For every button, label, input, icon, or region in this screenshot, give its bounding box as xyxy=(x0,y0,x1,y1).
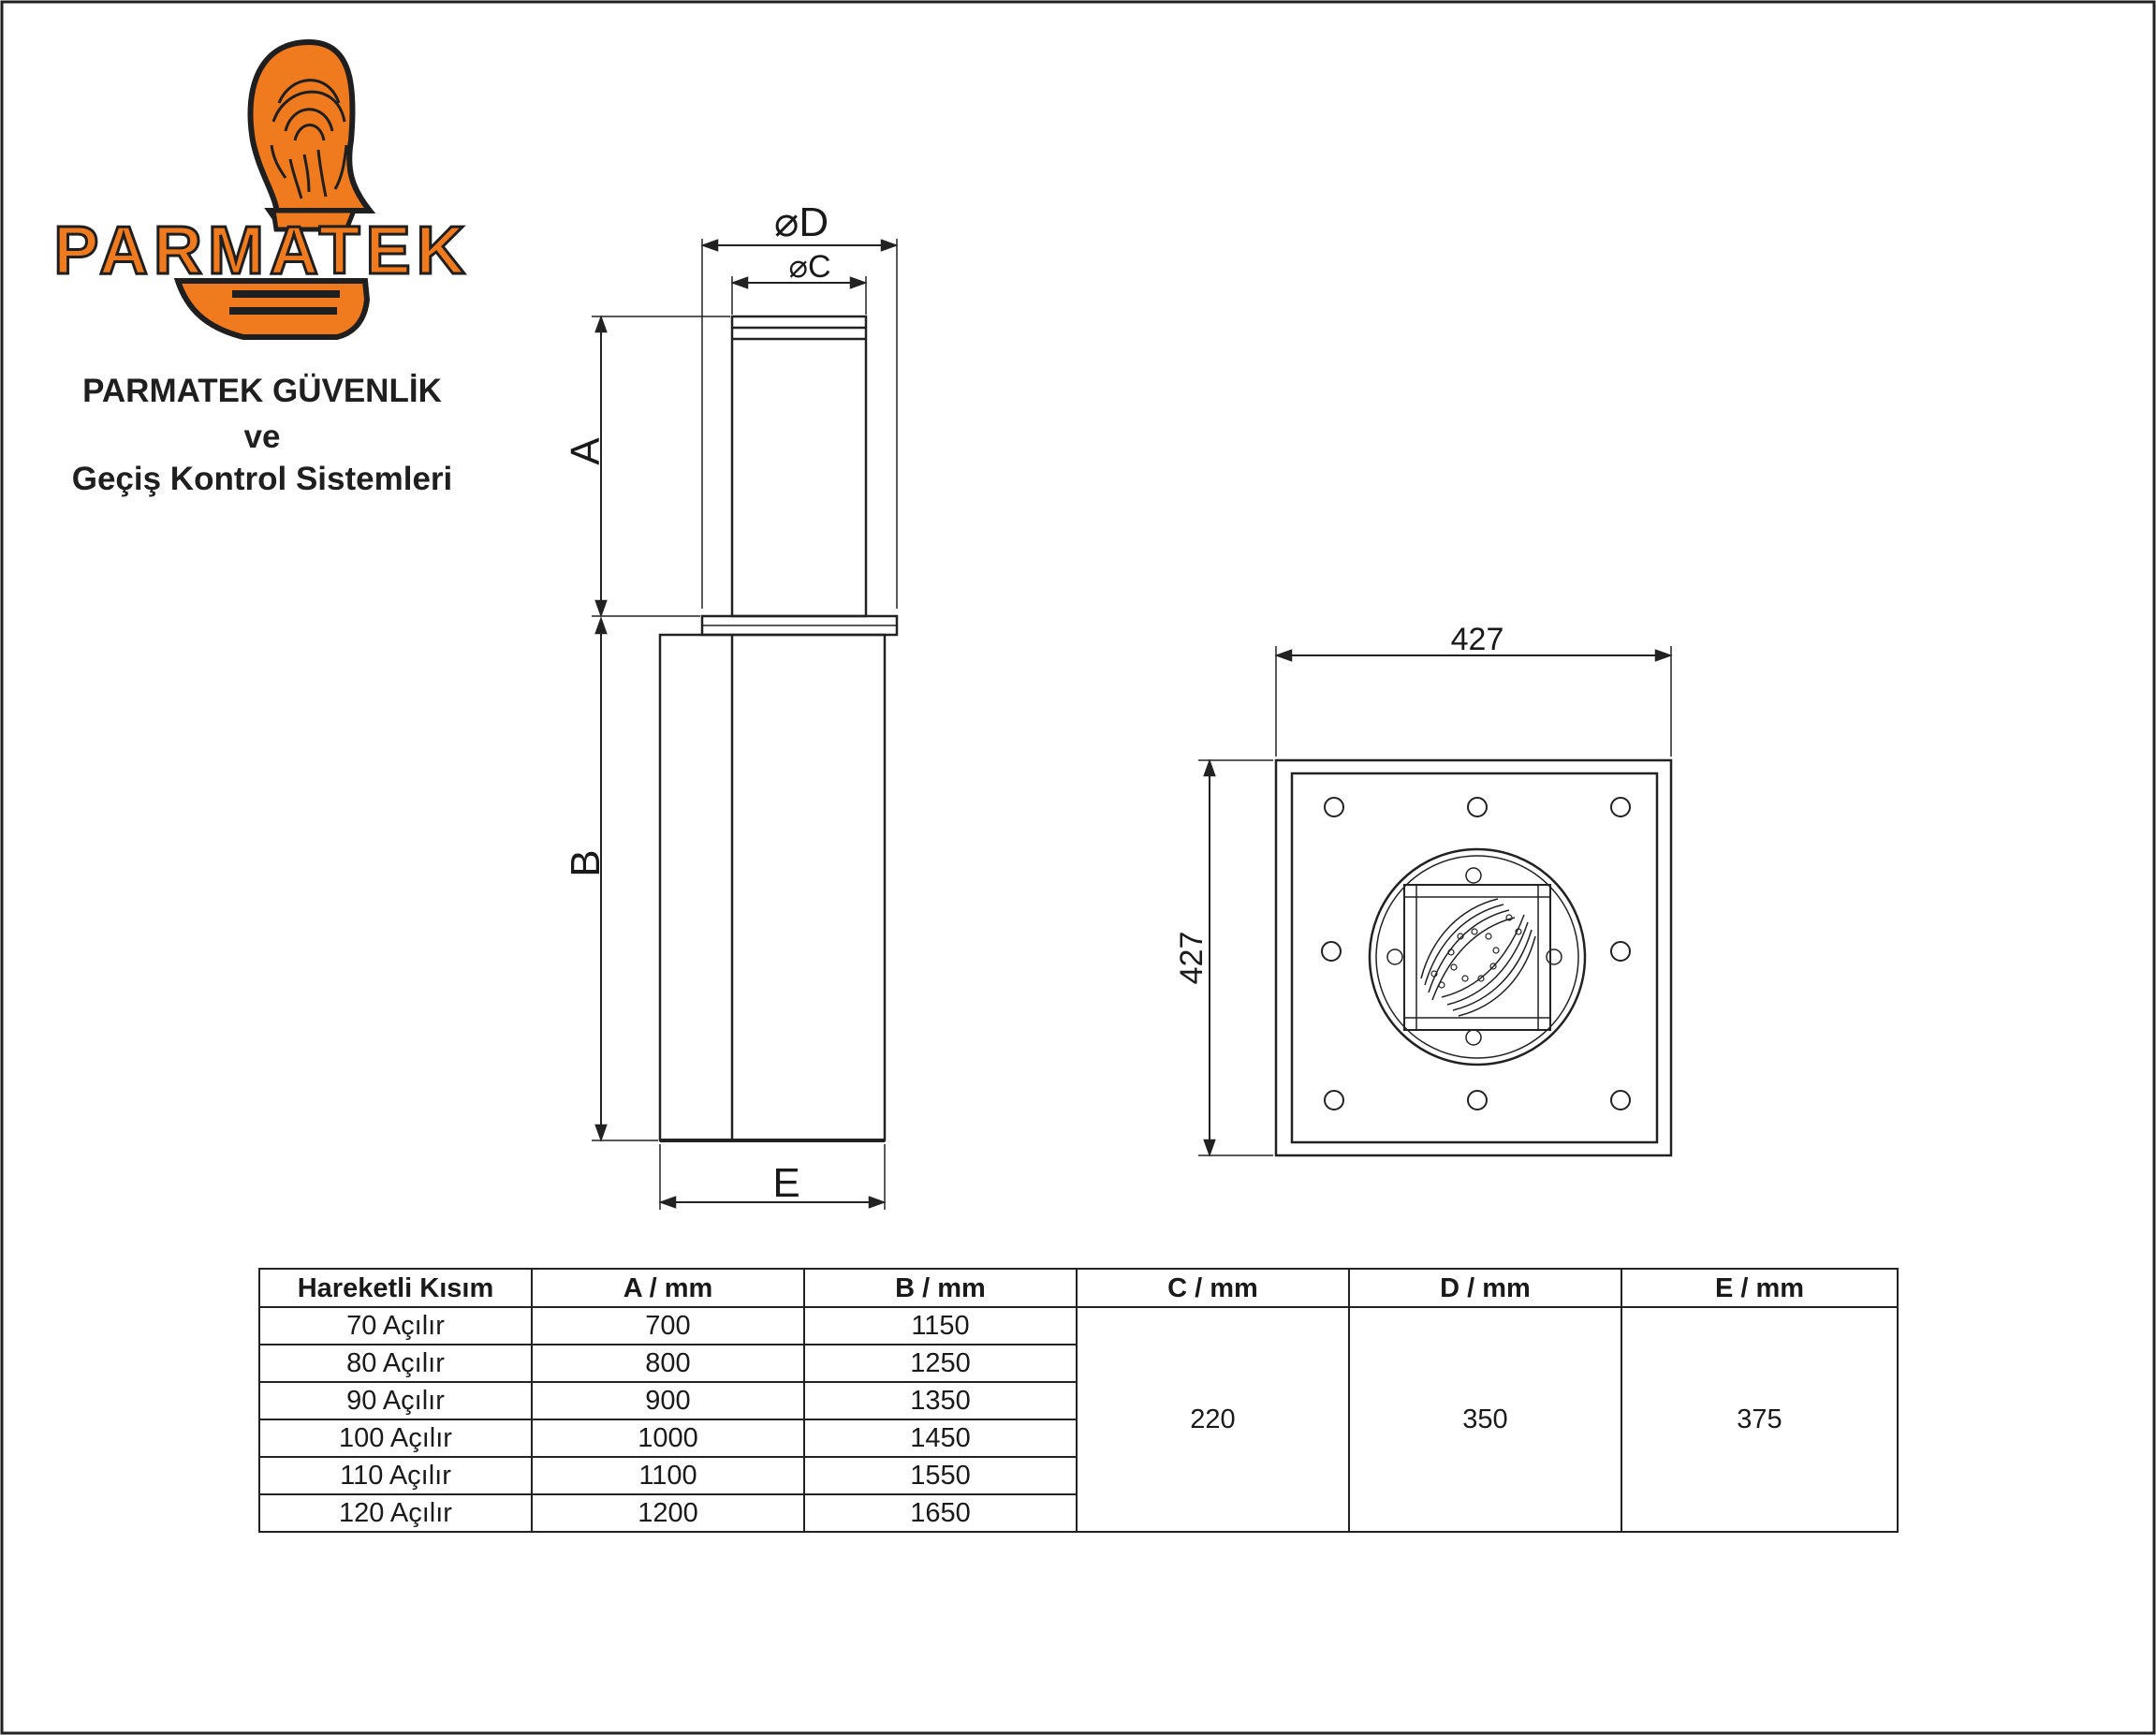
dimension-label-e: E xyxy=(772,1160,800,1206)
shared-d: 350 xyxy=(1349,1307,1621,1532)
header-b: B / mm xyxy=(804,1269,1077,1307)
logo-wordmark: PARMATEK xyxy=(53,213,471,288)
row-b: 1450 xyxy=(804,1419,1077,1457)
company-name-connector: ve xyxy=(243,419,281,455)
table-row xyxy=(259,1307,1898,1345)
row-name: 110 Açılır xyxy=(259,1457,532,1494)
dimension-label-b: B xyxy=(563,849,609,877)
row-b: 1650 xyxy=(804,1494,1077,1532)
row-b: 1550 xyxy=(804,1457,1077,1494)
row-name: 70 Açılır xyxy=(259,1307,532,1345)
row-a: 700 xyxy=(532,1307,804,1345)
row-a: 1200 xyxy=(532,1494,804,1532)
dimension-label-width: 427 xyxy=(1450,622,1504,657)
dimension-label-d: ⌀D xyxy=(773,199,829,245)
dimension-label-height: 427 xyxy=(1174,931,1210,985)
row-a: 1100 xyxy=(532,1457,804,1494)
row-name: 120 Açılır xyxy=(259,1494,532,1532)
bolt-holes xyxy=(1322,798,1630,1110)
header-a: A / mm xyxy=(532,1269,804,1307)
company-subtitle: Geçiş Kontrol Sistemleri xyxy=(71,461,453,497)
row-name: 90 Açılır xyxy=(259,1382,532,1419)
header-c: C / mm xyxy=(1077,1269,1349,1307)
dimension-label-c: ⌀C xyxy=(788,249,831,285)
row-a: 800 xyxy=(532,1345,804,1382)
dimension-label-a: A xyxy=(563,437,609,465)
row-name: 80 Açılır xyxy=(259,1345,532,1382)
row-b: 1250 xyxy=(804,1345,1077,1382)
header-d: D / mm xyxy=(1349,1269,1621,1307)
company-name: PARMATEK GÜVENLİK xyxy=(82,373,442,409)
base-plate-inner xyxy=(1292,773,1657,1142)
row-b: 1150 xyxy=(804,1307,1077,1345)
row-name: 100 Açılır xyxy=(259,1419,532,1457)
row-a: 1000 xyxy=(532,1419,804,1457)
shared-e: 375 xyxy=(1621,1307,1898,1532)
dimension-table xyxy=(258,1268,1899,1533)
header-e: E / mm xyxy=(1621,1269,1898,1307)
header-moving-part: Hareketli Kısım xyxy=(259,1269,532,1307)
table-header-row xyxy=(259,1269,1898,1307)
shared-c: 220 xyxy=(1077,1307,1349,1532)
row-a: 900 xyxy=(532,1382,804,1419)
row-b: 1350 xyxy=(804,1382,1077,1419)
